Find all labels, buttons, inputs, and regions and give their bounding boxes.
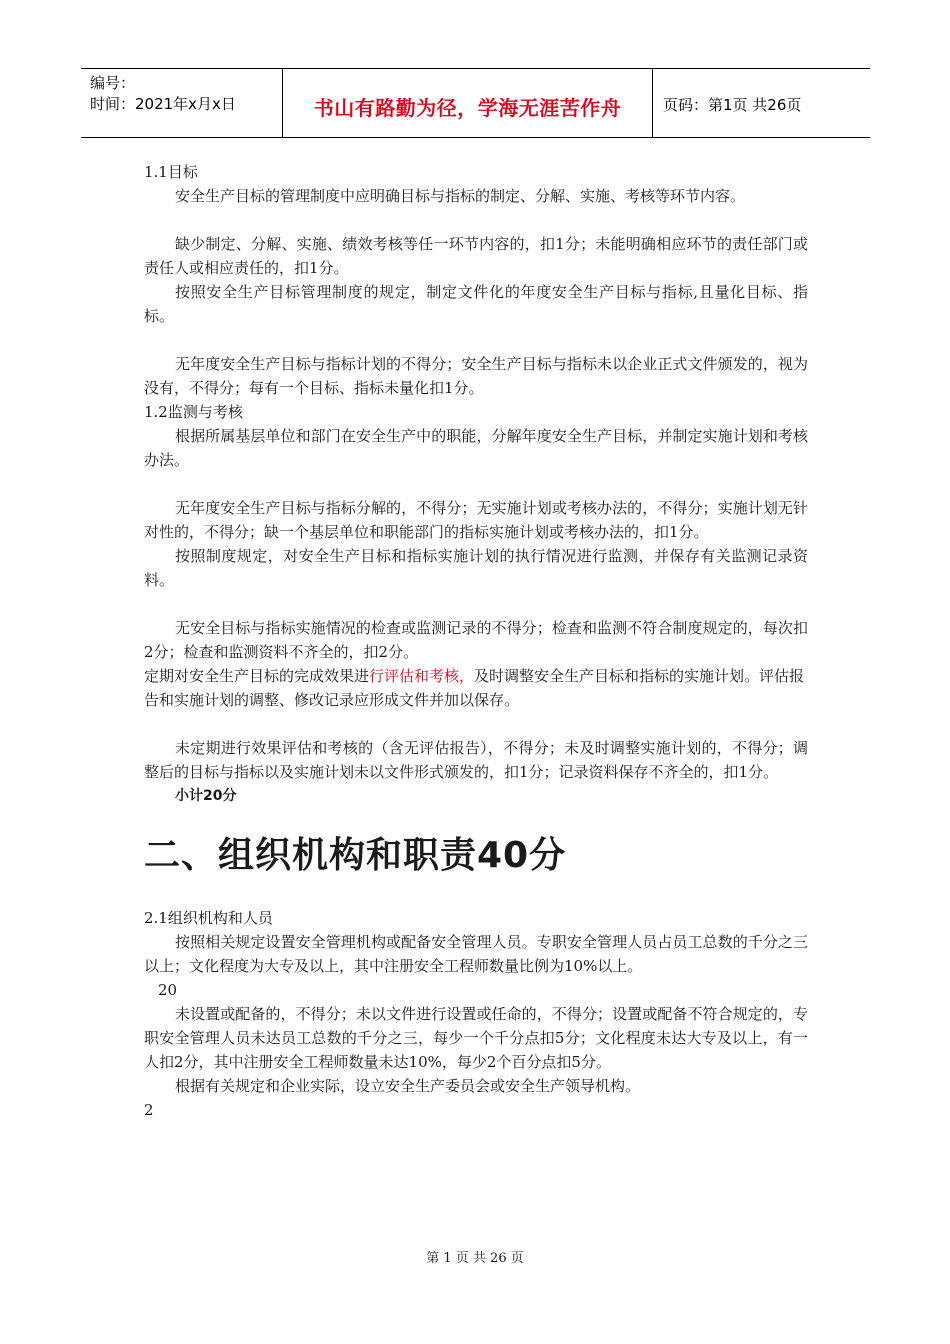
paragraph: 按照安全生产目标管理制度的规定，制定文件化的年度安全生产目标与指标,且量化目标、指标。 <box>144 283 808 325</box>
paragraph: 安全生产目标的管理制度中应明确目标与指标的制定、分解、实施、考核等环节内容。 <box>175 187 746 205</box>
chapter-heading: 二、组织机构和职责40分 <box>144 835 567 876</box>
page-footer: 第 1 页 共 26 页 <box>426 1251 524 1266</box>
score-value: 20 <box>158 981 178 999</box>
paragraph: 无年度安全生产目标与指标计划的不得分；安全生产目标与指标未以企业正式文件颁发的，视为没有，不得分；每有一个目标、指标未量化扣1分。 <box>144 355 808 397</box>
header-page-info: 页码：第1页 共26页 <box>663 95 802 114</box>
paragraph: 未设置或配备的，不得分；未以文件进行设置或任命的，不得分；设置或配备不符合规定的，专职安全管理人员未达员工总数的千分之三，每少一个千分点扣5分；文化程度未达大专及以上，有一人扣2分，其中注册安全工程师数量未达10%，每少2个百分点扣5分。 <box>144 1005 808 1071</box>
document-number-label: 编号： <box>90 74 136 92</box>
paragraph: 根据有关规定和企业实际，设立安全生产委员会或安全生产领导机构。 <box>175 1077 641 1095</box>
paragraph: 根据所属基层单位和部门在安全生产中的职能，分解年度安全生产目标，并制定实施计划和考核办法。 <box>144 427 808 469</box>
subtotal: 小计20分 <box>175 788 237 804</box>
header-left-cell <box>81 69 282 137</box>
highlighted-text: 行评估和考核， <box>369 667 475 685</box>
paragraph: 无年度安全生产目标与指标分解的，不得分；无实施计划或考核办法的，不得分；实施计划无针对性的，不得分；缺一个基层单位和职能部门的指标实施计划或考核办法的，扣1分。 <box>144 499 808 541</box>
document-body <box>144 160 808 1122</box>
score-value: 2 <box>144 1101 154 1119</box>
page-header <box>81 68 870 138</box>
section-1-1-title: 1.1目标 <box>144 163 198 181</box>
paragraph: 缺少制定、分解、实施、绩效考核等任一环节内容的，扣1分；未能明确相应环节的责任部门或责任人或相应责任的，扣1分。 <box>144 235 808 277</box>
section-2-1-title: 2.1组织机构和人员 <box>144 909 273 927</box>
paragraph: 按照相关规定设置安全管理机构或配备安全管理人员。专职安全管理人员占员工总数的千分之三以上；文化程度为大专及以上，其中注册安全工程师数量比例为10%以上。 <box>144 933 808 975</box>
header-motto: 书山有路勤为径，学海无涯苦作舟 <box>282 69 653 137</box>
section-1-2-title: 1.2监测与考核 <box>144 403 243 421</box>
paragraph-evaluation: 定期对安全生产目标的完成效果进行评估和考核，及时调整安全生产目标和指标的实施计划。评估报告和实施计划的调整、修改记录应形成文件并加以保存。 <box>144 667 805 709</box>
document-time-label: 时间：2021年x月x日 <box>90 95 236 113</box>
paragraph: 无安全目标与指标实施情况的检查或监测记录的不得分；检查和监测不符合制度规定的，每次扣2分；检查和监测资料不齐全的，扣2分。 <box>144 619 808 661</box>
paragraph: 未定期进行效果评估和考核的（含无评估报告），不得分；未及时调整实施计划的，不得分；调整后的目标与指标以及实施计划未以文件形式颁发的，扣1分；记录资料保存不齐全的，扣1分。 <box>144 739 808 781</box>
paragraph: 按照制度规定，对安全生产目标和指标实施计划的执行情况进行监测，并保存有关监测记录资料。 <box>144 547 808 589</box>
